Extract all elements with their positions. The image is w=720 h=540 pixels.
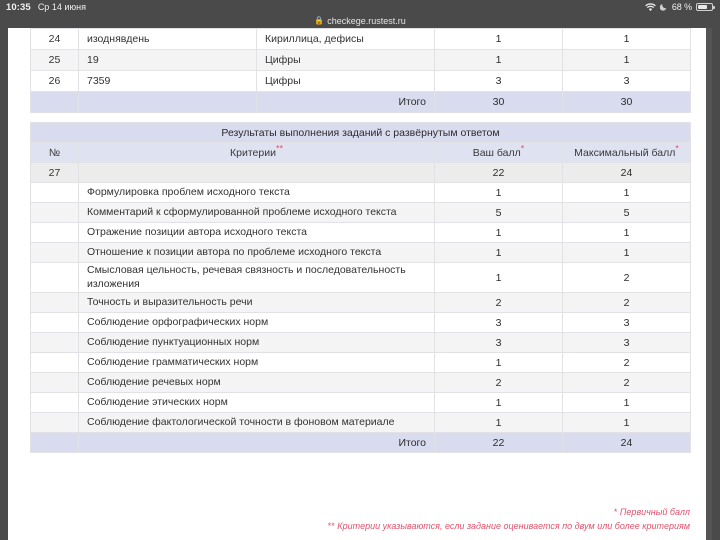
status-bar	[0, 0, 720, 14]
cell-criteria-label: Точность и выразительность речи	[79, 293, 435, 313]
cell-your-score: 2	[435, 293, 563, 313]
footnote-marker: **	[275, 143, 283, 153]
cell-your-score: 3	[435, 71, 563, 92]
cell-empty	[31, 333, 79, 353]
header-max-score	[563, 143, 691, 163]
cell-criteria-label: Комментарий к сформулированной проблеме исходного текста	[79, 203, 435, 223]
table-total-row	[31, 92, 691, 113]
header-max-score-label: Максимальный балл	[574, 146, 676, 159]
header-criteria-label: Критерии	[230, 146, 276, 159]
cell-max-score: 1	[563, 183, 691, 203]
total-label: Итого	[257, 92, 435, 113]
status-bar-left	[0, 2, 86, 13]
cell-your-score: 1	[435, 393, 563, 413]
cell-answer: 19	[79, 50, 257, 71]
cell-criteria-label: Соблюдение фактологической точности в фоновом материале	[79, 413, 435, 433]
cell-empty	[31, 243, 79, 263]
cell-your-score: 1	[435, 29, 563, 50]
cell-your-score: 1	[435, 50, 563, 71]
footnote-one-text: Первичный балл	[617, 507, 690, 517]
criteria-row	[31, 373, 691, 393]
cell-your-score: 1	[435, 263, 563, 293]
header-your-score	[435, 143, 563, 163]
criteria-row	[31, 293, 691, 313]
cell-max-score: 3	[563, 71, 691, 92]
criteria-row	[31, 313, 691, 333]
criteria-row	[31, 393, 691, 413]
table-total-row	[31, 433, 691, 453]
cell-max-score: 3	[563, 333, 691, 353]
cell-criteria-label: Соблюдение этических норм	[79, 393, 435, 413]
cell-empty	[31, 413, 79, 433]
cell-criteria-label: Соблюдение грамматических норм	[79, 353, 435, 373]
cell-your-score: 2	[435, 373, 563, 393]
cell-max-score: 3	[563, 313, 691, 333]
footnote-one-marker: *	[613, 507, 618, 517]
table-header-row	[31, 143, 691, 163]
total-your-score: 30	[435, 92, 563, 113]
table-row	[31, 71, 691, 92]
extended-answer-results-table	[30, 122, 691, 453]
cell-max-score: 2	[563, 353, 691, 373]
cell-empty	[31, 293, 79, 313]
cell-your-score: 1	[435, 413, 563, 433]
footnote-marker: *	[520, 143, 525, 153]
criteria-row	[31, 223, 691, 243]
header-number: №	[31, 143, 79, 163]
cell-empty	[31, 393, 79, 413]
table-row	[31, 50, 691, 71]
total-your-score: 22	[435, 433, 563, 453]
footnote-two	[328, 520, 690, 534]
task-summary-row	[31, 163, 691, 183]
footnote-two-marker: **	[327, 520, 335, 531]
lock-icon: 🔒	[314, 16, 325, 25]
cell-max-score: 2	[563, 373, 691, 393]
criteria-row	[31, 203, 691, 223]
cell-max-score: 1	[563, 413, 691, 433]
total-max-score: 30	[563, 92, 691, 113]
cell-max-score: 1	[563, 50, 691, 71]
cell-empty	[79, 92, 257, 113]
cell-max-score: 2	[563, 263, 691, 293]
cell-your-score: 1	[435, 353, 563, 373]
cell-criteria-label: Смысловая цельность, речевая связность и последовательность изложения	[79, 263, 435, 293]
cell-max-score: 1	[563, 223, 691, 243]
cell-task-number: 24	[31, 29, 79, 50]
cell-criteria-label: Соблюдение орфографических норм	[79, 313, 435, 333]
cell-your-score: 3	[435, 313, 563, 333]
cell-criteria-label: Соблюдение речевых норм	[79, 373, 435, 393]
footnote-marker: *	[675, 143, 679, 153]
cell-criteria-label: Формулировка проблем исходного текста	[79, 183, 435, 203]
cell-max-score: 1	[563, 29, 691, 50]
cell-empty	[31, 92, 79, 113]
criteria-row	[31, 263, 691, 293]
cell-answer: 7359	[79, 71, 257, 92]
cell-your-score: 1	[435, 223, 563, 243]
cell-your-score: 1	[435, 243, 563, 263]
cell-max-score: 5	[563, 203, 691, 223]
url-text: checkege.rustest.ru	[327, 16, 406, 26]
wifi-icon	[645, 3, 656, 12]
footnote-one	[328, 506, 690, 520]
table-title: Результаты выполнения заданий с развёрнутым ответом	[31, 123, 691, 143]
cell-your-score: 5	[435, 203, 563, 223]
table-title-row	[31, 123, 691, 143]
cell-your-score: 1	[435, 183, 563, 203]
cell-task-number: 27	[31, 163, 79, 183]
cell-empty	[79, 163, 435, 183]
header-your-score-label: Ваш балл	[472, 146, 521, 159]
cell-max-score: 2	[563, 293, 691, 313]
criteria-row	[31, 183, 691, 203]
footnotes	[328, 506, 690, 534]
battery-icon	[696, 3, 713, 11]
status-clock: 10:35	[6, 1, 31, 13]
criteria-row	[31, 353, 691, 373]
cell-task-number: 25	[31, 50, 79, 71]
cell-empty	[31, 223, 79, 243]
cell-max-score: 1	[563, 243, 691, 263]
cell-empty	[31, 373, 79, 393]
cell-max-score: 24	[563, 163, 691, 183]
table-row	[31, 29, 691, 50]
cell-criteria-label: Отношение к позиции автора по проблеме исходного текста	[79, 243, 435, 263]
cell-criteria-label: Соблюдение пунктуационных норм	[79, 333, 435, 353]
moon-icon	[660, 3, 668, 11]
status-bar-right	[645, 2, 720, 12]
status-date: Ср 14 июня	[37, 1, 86, 12]
cell-answer: изоднявдень	[79, 29, 257, 50]
cell-max-score: 1	[563, 393, 691, 413]
header-criteria	[79, 143, 435, 163]
battery-percent: 68 %	[671, 2, 692, 12]
web-page	[8, 28, 712, 540]
cell-empty	[31, 203, 79, 223]
criteria-row	[31, 243, 691, 263]
short-answer-results-table	[30, 28, 691, 113]
criteria-row	[31, 333, 691, 353]
cell-empty	[31, 263, 79, 293]
footnote-two-text: Критерии указываются, если задание оценивается по двум или более критериям	[334, 520, 690, 531]
cell-empty	[31, 433, 79, 453]
cell-your-score: 22	[435, 163, 563, 183]
total-max-score: 24	[563, 433, 691, 453]
cell-empty	[31, 313, 79, 333]
cell-task-number: 26	[31, 71, 79, 92]
cell-answer-type: Кириллица, дефисы	[257, 29, 435, 50]
cell-answer-type: Цифры	[257, 50, 435, 71]
cell-empty	[31, 353, 79, 373]
criteria-row	[31, 413, 691, 433]
browser-url-bar[interactable]	[0, 14, 720, 28]
cell-criteria-label: Отражение позиции автора исходного текста	[79, 223, 435, 243]
cell-your-score: 3	[435, 333, 563, 353]
total-label: Итого	[79, 433, 435, 453]
cell-answer-type: Цифры	[257, 71, 435, 92]
cell-empty	[31, 183, 79, 203]
